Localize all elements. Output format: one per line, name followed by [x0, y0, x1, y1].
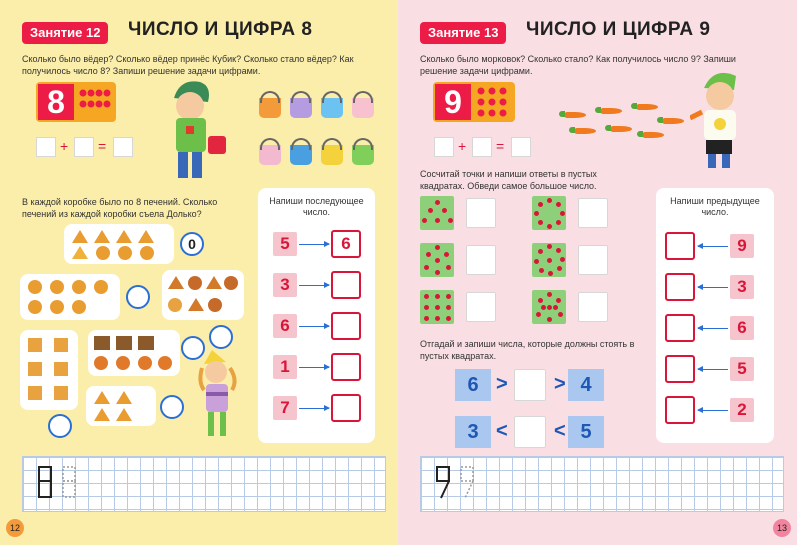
bucket-icon: [321, 145, 343, 165]
dot: [547, 198, 552, 203]
dot: [538, 220, 543, 225]
cookie-icon: [94, 356, 108, 370]
digit-nine-trace: [435, 466, 475, 506]
dot: [426, 252, 431, 257]
arrow-right-icon: [299, 367, 329, 368]
number-tile: 3: [273, 273, 297, 297]
dot: [558, 312, 563, 317]
dot: [538, 202, 543, 207]
answer-square[interactable]: [511, 137, 531, 157]
carrot-icon: [662, 118, 684, 124]
cookie-icon: [50, 280, 64, 294]
cracker-icon: [54, 362, 68, 376]
bucket-icon: [352, 145, 374, 165]
cookie-icon: [96, 246, 110, 260]
answer-square[interactable]: [578, 245, 608, 275]
cookie-icon: [140, 246, 154, 260]
dot: [547, 244, 552, 249]
dot: [424, 316, 429, 321]
answer-circle[interactable]: [126, 285, 150, 309]
kubik-illustration: [160, 78, 230, 188]
arrow-left-icon: [698, 369, 728, 370]
compare-number: 6: [455, 369, 491, 401]
cookie-icon: [72, 246, 88, 259]
number-tile: 6: [273, 314, 297, 338]
bucket-icon: [290, 98, 312, 118]
dot: [538, 249, 543, 254]
arrow-right-icon: [299, 285, 329, 286]
answer-square[interactable]: [472, 137, 492, 157]
answer-square[interactable]: [514, 369, 546, 401]
cookie-box: [20, 274, 120, 320]
plus-sign: +: [60, 138, 69, 154]
dot: [422, 218, 427, 223]
number-tile: 3: [730, 275, 754, 299]
task-compare: Отгадай и запиши числа, которые должны стоять в пустых квадратах.: [420, 339, 635, 361]
answer-square[interactable]: [578, 292, 608, 322]
dot: [539, 268, 544, 273]
next-number-title: Напиши последующее число.: [269, 196, 364, 217]
digit-nine: 9: [435, 84, 471, 120]
dot-card: [532, 196, 566, 230]
answer-box[interactable]: 6: [331, 230, 361, 258]
answer-box[interactable]: [665, 396, 695, 424]
dot-card: [420, 196, 454, 230]
lesson-badge: Занятие 13: [420, 22, 506, 44]
cookie-icon: [116, 408, 132, 421]
cracker-icon: [54, 338, 68, 352]
cookie-icon: [116, 356, 130, 370]
cookie-icon: [168, 276, 184, 289]
arrow-left-icon: [698, 410, 728, 411]
dot: [424, 265, 429, 270]
cracker-icon: [94, 336, 110, 350]
dot: [446, 265, 451, 270]
answer-square[interactable]: [578, 198, 608, 228]
dot: [556, 248, 561, 253]
cookie-icon: [138, 230, 154, 243]
cookie-box: [86, 386, 156, 426]
cookie-icon: [188, 276, 202, 290]
cookie-icon: [208, 298, 222, 312]
answer-square[interactable]: [113, 137, 133, 157]
cookie-icon: [206, 276, 222, 289]
dot: [442, 208, 447, 213]
arrow-right-icon: [299, 244, 329, 245]
dot: [547, 224, 552, 229]
dot-card: [420, 290, 454, 324]
cookie-box: [64, 224, 174, 264]
bucket-icon: [352, 98, 374, 118]
cookie-icon: [72, 280, 86, 294]
dot: [556, 220, 561, 225]
answer-square[interactable]: [74, 137, 94, 157]
dot: [553, 305, 558, 310]
eight-dots-icon: [78, 87, 112, 117]
cookie-icon: [72, 300, 86, 314]
answer-box[interactable]: [331, 312, 361, 340]
dot: [556, 298, 561, 303]
bucket-icon: [321, 98, 343, 118]
compare-number: 3: [455, 416, 491, 448]
task-dots: Сосчитай точки и напиши ответы в пустых квадратах. Обведи самое большое число.: [420, 169, 597, 191]
dot: [547, 292, 552, 297]
number-tile: 6: [730, 316, 754, 340]
dot: [534, 259, 539, 264]
carrot-icon: [636, 104, 658, 110]
dot-card: [532, 290, 566, 324]
cookie-icon: [224, 276, 238, 290]
equals-sign: =: [98, 138, 107, 154]
cookie-icon: [94, 391, 110, 404]
arrow-right-icon: [299, 326, 329, 327]
answer-box[interactable]: [331, 271, 361, 299]
dot: [534, 211, 539, 216]
answer-circle[interactable]: [160, 395, 184, 419]
cookie-icon: [158, 356, 172, 370]
compare-sign: <: [496, 420, 508, 442]
bucket-icon: [259, 145, 281, 165]
number-tile: 1: [273, 355, 297, 379]
dot: [548, 271, 553, 276]
page-title: ЧИСЛО И ЦИФРА 9: [526, 19, 711, 40]
dot: [435, 316, 440, 321]
writing-grid[interactable]: [420, 456, 784, 512]
dot: [547, 305, 552, 310]
equals-sign: =: [496, 138, 505, 154]
digit-card: [36, 82, 116, 122]
digit-eight: 8: [38, 84, 74, 120]
dot: [560, 211, 565, 216]
dot: [448, 218, 453, 223]
writing-grid[interactable]: [22, 456, 386, 512]
compare-sign: >: [554, 373, 566, 395]
dot: [560, 257, 565, 262]
bucket-icon: [259, 98, 281, 118]
cracker-icon: [138, 336, 154, 350]
cookie-box: [88, 330, 180, 376]
cracker-icon: [28, 386, 42, 400]
dot: [428, 208, 433, 213]
answer-box[interactable]: [665, 273, 695, 301]
dot: [435, 245, 440, 250]
answer-box[interactable]: [331, 394, 361, 422]
dot: [536, 312, 541, 317]
cookie-icon: [94, 280, 108, 294]
prev-number-title: Напиши предыдущее число.: [670, 196, 760, 217]
number-tile: 2: [730, 398, 754, 422]
answer-square[interactable]: [466, 198, 496, 228]
dot: [541, 305, 546, 310]
digit-card: [433, 82, 515, 122]
page-number: 13: [773, 519, 791, 537]
answer-square[interactable]: [434, 137, 454, 157]
cookie-icon: [50, 300, 64, 314]
dot: [444, 252, 449, 257]
cookie-icon: [188, 298, 204, 311]
compare-number: 4: [568, 369, 604, 401]
cookie-icon: [118, 246, 132, 260]
cracker-icon: [116, 336, 132, 350]
nine-dots-icon: [475, 85, 511, 119]
answer-box[interactable]: [665, 314, 695, 342]
cookie-icon: [72, 230, 88, 243]
dot: [424, 294, 429, 299]
dot: [435, 218, 440, 223]
dolko-illustration: [192, 350, 246, 442]
number-tile: 5: [730, 357, 754, 381]
task-carrots: Сколько было морковок? Сколько стало? Как получилось число 9? Запиши решение задачи цифрами.: [420, 54, 736, 76]
number-tile: 7: [273, 396, 297, 420]
right-page: [398, 0, 797, 545]
answer-box[interactable]: [331, 353, 361, 381]
answer-circle[interactable]: [48, 414, 72, 438]
number-tile: 5: [273, 232, 297, 256]
cookie-icon: [116, 391, 132, 404]
dot: [435, 294, 440, 299]
dot: [435, 270, 440, 275]
left-page: [0, 0, 398, 545]
dot: [446, 305, 451, 310]
dot: [435, 305, 440, 310]
answer-circle[interactable]: [209, 325, 233, 349]
compare-sign: <: [554, 420, 566, 442]
boy-illustration: [690, 66, 752, 170]
arrow-left-icon: [698, 287, 728, 288]
dot: [435, 200, 440, 205]
task-buckets: Сколько было вёдер? Сколько вёдер принёс Кубик? Сколько стало вёдер? Как получилось число 8? Запиши решение задачи цифрами.: [22, 54, 354, 76]
cracker-icon: [28, 338, 42, 352]
dot: [538, 298, 543, 303]
compare-number: 5: [568, 416, 604, 448]
page-title: ЧИСЛО И ЦИФРА 8: [128, 19, 313, 40]
dot: [557, 266, 562, 271]
carrot-icon: [574, 128, 596, 134]
answer-box[interactable]: [665, 355, 695, 383]
arrow-left-icon: [698, 328, 728, 329]
arrow-left-icon: [698, 246, 728, 247]
digit-eight-trace: [37, 466, 77, 506]
dot: [446, 316, 451, 321]
cookie-box: [20, 330, 78, 410]
dot: [424, 305, 429, 310]
task-cookies: В каждой коробке было по 8 печений. Сколько печений из каждой коробки съела Долько?: [22, 197, 218, 219]
carrot-icon: [642, 132, 664, 138]
dot-card: [532, 243, 566, 277]
cookie-box: [162, 270, 244, 320]
carrot-icon: [564, 112, 586, 118]
answer-square[interactable]: [466, 245, 496, 275]
arrow-right-icon: [299, 408, 329, 409]
cookie-icon: [168, 298, 182, 312]
dot: [446, 294, 451, 299]
dot: [435, 258, 440, 263]
plus-sign: +: [458, 138, 467, 154]
answer-box[interactable]: [665, 232, 695, 260]
cracker-icon: [28, 362, 42, 376]
carrot-icon: [600, 108, 622, 114]
answer-square[interactable]: [466, 292, 496, 322]
answer-square[interactable]: [36, 137, 56, 157]
lesson-badge: Занятие 12: [22, 22, 108, 44]
cookie-icon: [138, 356, 152, 370]
cookie-icon: [94, 408, 110, 421]
compare-sign: >: [496, 373, 508, 395]
dot: [556, 202, 561, 207]
cookie-icon: [116, 230, 132, 243]
cookie-icon: [94, 230, 110, 243]
dot: [547, 317, 552, 322]
answer-square[interactable]: [514, 416, 546, 448]
dot-card: [420, 243, 454, 277]
bucket-icon: [290, 145, 312, 165]
cookie-icon: [28, 300, 42, 314]
cookie-icon: [28, 280, 42, 294]
dot: [547, 258, 552, 263]
cracker-icon: [54, 386, 68, 400]
answer-circle[interactable]: 0: [180, 232, 204, 256]
carrot-icon: [610, 126, 632, 132]
number-tile: 9: [730, 234, 754, 258]
page-number: 12: [6, 519, 24, 537]
